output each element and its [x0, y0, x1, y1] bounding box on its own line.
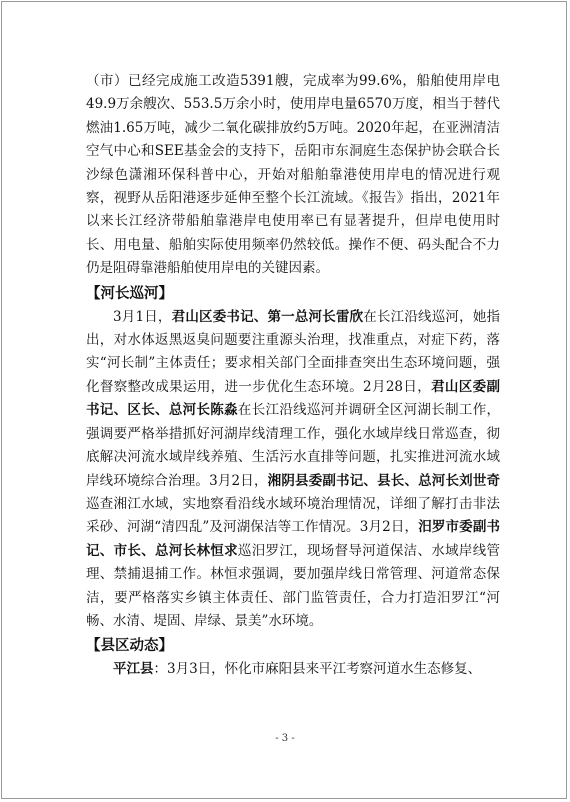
official-name-bold: 汨罗市委副书记、市长、总河长林恒求 — [86, 519, 500, 559]
section-heading-patrol: 【河长巡河】 — [86, 284, 173, 302]
county-paragraph — [86, 658, 500, 681]
patrol-segment: 巡查湘江水域，实地察看沿线水域环境治理情况，详细了解打击非法采砂、河湖“清四乱”及河湖保洁等工作情况。3月2日， — [86, 495, 500, 536]
patrol-segment: 3月1日， — [113, 308, 172, 325]
intro-paragraph: （市）已经完成施工改造5391艘，完成率为99.6%，船舶使用岸电49.9万余艘次、553.5万余小时，使用岸电量6570万度，相当于替代燃油1.65万吨，减少二氧化碳排放约5万吨。2020年起，在亚洲清洁空气中心和SEE基金会的支持下，岳阳市东洞庭生态保护协会联合长沙绿色潇湘环保科普中心，开始对船舶靠港使用岸电的情况进行观察，视野从岳阳港逐步延伸至整个长江流域。《报告》指出，2021年以来长江经济带船舶靠港岸电使用率已有显著提升，但岸电使用时长、用电量、船舶实际使用频率仍然较低。操作不便、码头配合不力仍是阻碍靠港船舶使用岸电的关键因素。 — [86, 73, 500, 277]
official-name-bold: 湘阴县委副书记、县长、总河长刘世奇 — [267, 472, 501, 489]
page-number: - 3 - — [275, 733, 295, 744]
patrol-paragraph — [86, 306, 500, 634]
patrol-segment: 在长江沿线巡河，她指出，对水体返黑返臭问题要注重源头治理，找准重点，对症下药，落实“河长制”主体责任；要求相关部门全面排查突出生态环境问题，强化督察整改成果运用，进一步优化生态环境。2月28日， — [86, 308, 501, 395]
patrol-segment: 巡汨罗江，现场督导河道保洁、水域岸线管理、禁捕退捕工作。林恒求强调，要加强岸线日常管理、河道常态保洁，要严格落实乡镇主体责任、部门监管责任，合力打造汨罗江“河畅、水清、堤固、岸绿、景美”水环境。 — [86, 542, 501, 629]
document-body — [86, 70, 500, 682]
county-text: ：3月3日，怀化市麻阳县来平江考察河道水生态修复、 — [153, 661, 482, 678]
patrol-segment: 在长江沿线巡河并调研全区河湖长制工作，强调要严格举措抓好河湖岸线清理工作，强化水域岸线日常巡查，彻底解决河流水域岸线养殖、生活污水直排等问题，扎实推进河流水域岸线环境综合治理。3月2日， — [86, 402, 501, 489]
county-name-bold: 平江县 — [113, 661, 154, 678]
official-name-bold: 君山区委副书记、区长、总河长陈淼 — [86, 378, 500, 419]
official-name-bold: 君山区委书记、第一总河长雷欣 — [171, 308, 364, 325]
section-heading-county: 【县区动态】 — [86, 637, 173, 655]
